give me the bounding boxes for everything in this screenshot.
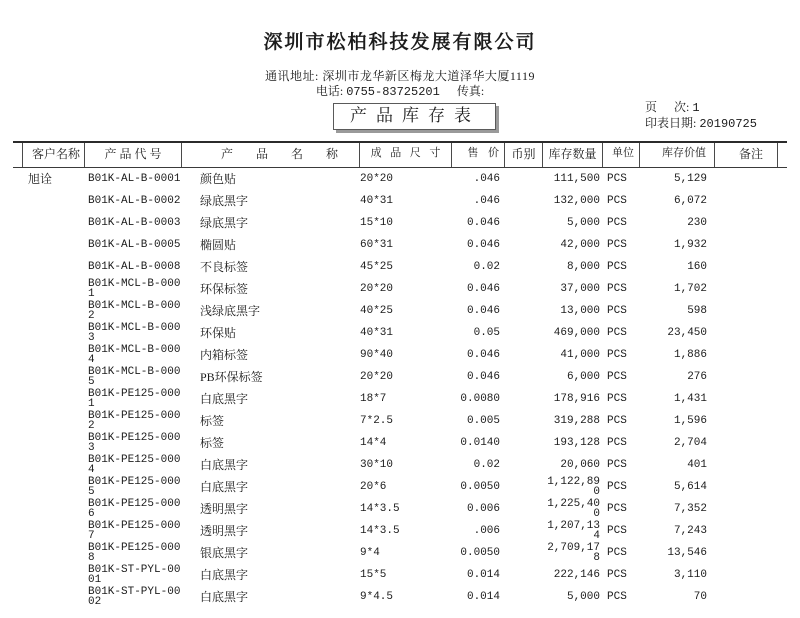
table-row [13, 344, 787, 366]
header-value: 库存价值 [640, 143, 715, 167]
cell-size: 30*10 [360, 459, 394, 471]
cell-currency [505, 432, 543, 454]
cell-size: 18*7 [360, 393, 387, 405]
title-row [0, 102, 800, 138]
print-date-value: 20190725 [699, 117, 757, 131]
cell-size: 40*31 [360, 327, 394, 339]
cell-unit: PCS [607, 569, 627, 581]
phone-label: 电话: [315, 84, 344, 98]
cell-qty [543, 454, 603, 476]
cell-code [85, 542, 182, 564]
cell-price: 0.006 [466, 503, 500, 515]
cell-price: 0.046 [466, 217, 500, 229]
page-number-value: 1 [692, 101, 700, 115]
table-row [13, 520, 787, 542]
cell-price: .046 [473, 195, 500, 207]
table-row [13, 454, 787, 476]
cell-size: 20*6 [360, 481, 387, 493]
cell-code [85, 234, 182, 256]
cell-remark [715, 234, 787, 256]
cell-currency [505, 388, 543, 410]
cell-size: 20*20 [360, 283, 394, 295]
cell-customer [13, 212, 85, 234]
cell-qty [543, 344, 603, 366]
cell-size: 14*3.5 [360, 525, 400, 537]
cell-size: 15*10 [360, 217, 394, 229]
header-code: 产 品 代 号 [85, 143, 182, 167]
table-row [13, 586, 787, 608]
cell-name: 标签 [200, 436, 225, 450]
cell-currency [505, 586, 543, 608]
cell-currency [505, 300, 543, 322]
cell-code [85, 432, 182, 454]
cell-remark [715, 476, 787, 498]
code-text: B01K-PE125-0001 [88, 387, 181, 410]
cell-price: 0.014 [466, 569, 500, 581]
inventory-table [13, 141, 787, 608]
cell-value: 3,110 [673, 569, 707, 581]
table-row [13, 278, 787, 300]
cell-qty [543, 542, 603, 564]
cell-name: 白底黑字 [200, 480, 249, 494]
cell-size: 20*20 [360, 371, 394, 383]
cell-customer [13, 454, 85, 476]
qty-text: 13,000 [560, 304, 600, 317]
table-row [13, 564, 787, 586]
cell-unit: PCS [607, 503, 627, 515]
table-row [13, 322, 787, 344]
page-number-label: 页 次: [645, 100, 690, 114]
cell-value: 1,886 [673, 349, 707, 361]
code-text: B01K-MCL-B-0004 [88, 343, 181, 366]
cell-price: 0.005 [466, 415, 500, 427]
cell-value: 276 [687, 371, 707, 383]
code-text: B01K-AL-B-0008 [88, 260, 181, 273]
cell-name: 椭圆贴 [200, 238, 237, 252]
code-text: B01K-AL-B-0001 [88, 172, 181, 185]
code-text: B01K-AL-B-0005 [88, 238, 181, 251]
cell-qty [543, 234, 603, 256]
cell-unit: PCS [607, 349, 627, 361]
cell-size: 40*25 [360, 305, 394, 317]
cell-currency [505, 476, 543, 498]
cell-price: 0.0050 [460, 481, 500, 493]
cell-remark [715, 344, 787, 366]
qty-text: 2,709,178 [547, 541, 600, 564]
cell-qty [543, 278, 603, 300]
cell-currency [505, 498, 543, 520]
code-text: B01K-PE125-0004 [88, 453, 181, 476]
code-text: B01K-PE125-0002 [88, 409, 181, 432]
qty-text: 222,146 [553, 568, 600, 581]
cell-code [85, 322, 182, 344]
cell-currency [505, 520, 543, 542]
cell-unit: PCS [607, 591, 627, 603]
cell-size: 20*20 [360, 173, 394, 185]
cell-customer [13, 476, 85, 498]
cell-qty [543, 586, 603, 608]
cell-qty [543, 322, 603, 344]
fax-label: 传真: [456, 84, 485, 98]
code-text: B01K-MCL-B-0001 [88, 277, 181, 300]
print-date-line [645, 116, 757, 132]
qty-text: 5,000 [566, 216, 600, 229]
cell-price: 0.05 [473, 327, 500, 339]
qty-text: 469,000 [553, 326, 600, 339]
header-qty: 库存数量 [543, 143, 603, 167]
cell-price: 0.014 [466, 591, 500, 603]
cell-price: .006 [473, 525, 500, 537]
cell-currency [505, 190, 543, 212]
cell-qty [543, 388, 603, 410]
cell-code [85, 586, 182, 608]
report-title-box [333, 103, 496, 130]
cell-currency [505, 366, 543, 388]
cell-name: 银底黑字 [200, 546, 249, 560]
cell-value: 160 [687, 261, 707, 273]
cell-currency [505, 256, 543, 278]
cell-name: 白底黑字 [200, 392, 249, 406]
cell-price: 0.046 [466, 305, 500, 317]
cell-price: .046 [473, 173, 500, 185]
cell-size: 40*31 [360, 195, 394, 207]
qty-text: 8,000 [566, 260, 600, 273]
cell-remark [715, 322, 787, 344]
phone-number: 0755-83725201 [346, 85, 440, 99]
cell-code [85, 190, 182, 212]
qty-text: 37,000 [560, 282, 600, 295]
cell-customer [13, 234, 85, 256]
cell-size: 60*31 [360, 239, 394, 251]
cell-name: 浅绿底黑字 [200, 304, 261, 318]
cell-unit: PCS [607, 437, 627, 449]
code-text: B01K-PE125-0008 [88, 541, 181, 564]
cell-code [85, 366, 182, 388]
cell-currency [505, 168, 543, 190]
cell-name: 绿底黑字 [200, 194, 249, 208]
qty-text: 193,128 [553, 436, 600, 449]
company-name: 深圳市松柏科技发展有限公司 [263, 32, 537, 53]
cell-price: 0.02 [473, 459, 500, 471]
cell-price: 0.046 [466, 349, 500, 361]
cell-code [85, 300, 182, 322]
cell-size: 7*2.5 [360, 415, 394, 427]
cell-remark [715, 190, 787, 212]
company-address: 通讯地址: 深圳市龙华新区梅龙大道泽华大厦1119 [265, 69, 535, 83]
cell-customer [13, 498, 85, 520]
table-row [13, 432, 787, 454]
cell-code [85, 278, 182, 300]
code-text: B01K-PE125-0007 [88, 519, 181, 542]
cell-code [85, 388, 182, 410]
cell-size: 9*4 [360, 547, 380, 559]
cell-value: 598 [687, 305, 707, 317]
cell-remark [715, 542, 787, 564]
qty-text: 1,207,134 [547, 519, 600, 542]
cell-name: 颜色贴 [200, 172, 237, 186]
cell-code [85, 256, 182, 278]
cell-size: 90*40 [360, 349, 394, 361]
header-currency: 币别 [505, 143, 543, 167]
cell-value: 1,431 [673, 393, 707, 405]
cell-currency [505, 542, 543, 564]
cell-qty [543, 432, 603, 454]
cell-size: 45*25 [360, 261, 394, 273]
cell-qty [543, 168, 603, 190]
cell-customer [13, 322, 85, 344]
table-row [13, 190, 787, 212]
company-phone-line [0, 84, 800, 100]
cell-customer [13, 344, 85, 366]
cell-qty [543, 498, 603, 520]
header-name: 产 品 名 称 [182, 143, 360, 167]
cell-value: 1,932 [673, 239, 707, 251]
table-header-row [13, 143, 787, 168]
table-row [13, 234, 787, 256]
cell-name: 透明黑字 [200, 502, 249, 516]
cell-customer [13, 432, 85, 454]
cell-remark [715, 212, 787, 234]
cell-value: 7,243 [673, 525, 707, 537]
qty-text: 178,916 [553, 392, 600, 405]
cell-customer [13, 190, 85, 212]
code-text: B01K-MCL-B-0002 [88, 299, 181, 322]
qty-text: 20,060 [560, 458, 600, 471]
cell-unit: PCS [607, 283, 627, 295]
cell-remark [715, 300, 787, 322]
cell-unit: PCS [607, 239, 627, 251]
code-text: B01K-MCL-B-0003 [88, 321, 181, 344]
cell-qty [543, 476, 603, 498]
cell-name: PB环保标签 [200, 370, 263, 384]
cell-remark [715, 366, 787, 388]
cell-price: 0.02 [473, 261, 500, 273]
cell-name: 白底黑字 [200, 590, 249, 604]
cell-customer [13, 410, 85, 432]
cell-remark [715, 278, 787, 300]
cell-size: 9*4.5 [360, 591, 394, 603]
cell-currency [505, 212, 543, 234]
cell-qty [543, 410, 603, 432]
cell-code [85, 212, 182, 234]
cell-customer [13, 586, 85, 608]
cell-qty [543, 366, 603, 388]
cell-value: 1,702 [673, 283, 707, 295]
header-size: 成 品 尺 寸 [360, 143, 452, 167]
cell-value: 13,546 [667, 547, 707, 559]
header-customer: 客户名称 [13, 143, 85, 167]
cell-qty [543, 564, 603, 586]
table-row [13, 300, 787, 322]
cell-unit: PCS [607, 459, 627, 471]
cell-name: 白底黑字 [200, 568, 249, 582]
cell-currency [505, 454, 543, 476]
cell-qty [543, 520, 603, 542]
cell-size: 14*4 [360, 437, 387, 449]
cell-remark [715, 410, 787, 432]
print-date-label: 印表日期: [645, 116, 697, 130]
cell-price: 0.0050 [460, 547, 500, 559]
cell-name: 绿底黑字 [200, 216, 249, 230]
cell-unit: PCS [607, 371, 627, 383]
cell-customer [13, 278, 85, 300]
cell-qty [543, 300, 603, 322]
qty-text: 1,225,400 [547, 497, 600, 520]
cell-unit: PCS [607, 393, 627, 405]
cell-code [85, 168, 182, 190]
report-title: 产品库存表 [350, 106, 480, 125]
table-row [13, 256, 787, 278]
cell-currency [505, 410, 543, 432]
cell-customer [13, 564, 85, 586]
cell-customer: 旭诠 [28, 172, 53, 186]
cell-unit: PCS [607, 481, 627, 493]
table-body [13, 168, 787, 608]
code-text: B01K-PE125-0003 [88, 431, 181, 454]
cell-customer [13, 520, 85, 542]
cell-remark [715, 432, 787, 454]
table-row [13, 476, 787, 498]
cell-unit: PCS [607, 305, 627, 317]
cell-remark [715, 586, 787, 608]
cell-remark [715, 168, 787, 190]
table-row [13, 542, 787, 564]
table-row [13, 498, 787, 520]
cell-remark [715, 388, 787, 410]
qty-text: 111,500 [553, 172, 600, 185]
cell-name: 环保标签 [200, 282, 249, 296]
cell-unit: PCS [607, 195, 627, 207]
cell-value: 5,129 [673, 173, 707, 185]
qty-text: 319,288 [553, 414, 600, 427]
cell-currency [505, 234, 543, 256]
cell-name: 白底黑字 [200, 458, 249, 472]
cell-value: 401 [687, 459, 707, 471]
cell-customer [13, 366, 85, 388]
cell-value: 2,704 [673, 437, 707, 449]
cell-currency [505, 322, 543, 344]
cell-unit: PCS [607, 415, 627, 427]
cell-price: 0.0140 [460, 437, 500, 449]
code-text: B01K-AL-B-0002 [88, 194, 181, 207]
cell-customer [13, 388, 85, 410]
code-text: B01K-PE125-0005 [88, 475, 181, 498]
cell-qty [543, 256, 603, 278]
cell-price: 0.046 [466, 283, 500, 295]
cell-code [85, 454, 182, 476]
cell-code [85, 476, 182, 498]
code-text: B01K-ST-PYL-0002 [88, 585, 181, 608]
code-text: B01K-ST-PYL-0001 [88, 563, 181, 586]
page-number-line [645, 100, 757, 116]
cell-currency [505, 344, 543, 366]
cell-size: 15*5 [360, 569, 387, 581]
qty-text: 1,122,890 [547, 475, 600, 498]
cell-name: 不良标签 [200, 260, 249, 274]
cell-remark [715, 498, 787, 520]
table-row [13, 366, 787, 388]
cell-price: 0.046 [466, 371, 500, 383]
cell-unit: PCS [607, 173, 627, 185]
qty-text: 41,000 [560, 348, 600, 361]
code-text: B01K-AL-B-0003 [88, 216, 181, 229]
qty-text: 5,000 [566, 590, 600, 603]
cell-code [85, 410, 182, 432]
code-text: B01K-MCL-B-0005 [88, 365, 181, 388]
cell-currency [505, 564, 543, 586]
qty-text: 132,000 [553, 194, 600, 207]
table-row [13, 168, 787, 190]
cell-value: 70 [693, 591, 707, 603]
cell-qty [543, 212, 603, 234]
qty-text: 42,000 [560, 238, 600, 251]
cell-code [85, 344, 182, 366]
code-text: B01K-PE125-0006 [88, 497, 181, 520]
cell-qty [543, 190, 603, 212]
cell-unit: PCS [607, 547, 627, 559]
page-info [645, 100, 757, 132]
cell-unit: PCS [607, 217, 627, 229]
header-unit: 单位 [603, 143, 640, 167]
cell-remark [715, 256, 787, 278]
cell-customer [13, 300, 85, 322]
cell-name: 透明黑字 [200, 524, 249, 538]
cell-value: 230 [687, 217, 707, 229]
cell-name: 内箱标签 [200, 348, 249, 362]
cell-unit: PCS [607, 261, 627, 273]
cell-currency [505, 278, 543, 300]
cell-remark [715, 564, 787, 586]
cell-remark [715, 520, 787, 542]
header-price: 售 价 [452, 143, 505, 167]
cell-customer [13, 542, 85, 564]
table-row [13, 388, 787, 410]
cell-value: 23,450 [667, 327, 707, 339]
cell-unit: PCS [607, 327, 627, 339]
cell-customer [13, 256, 85, 278]
cell-code [85, 520, 182, 542]
cell-remark [715, 454, 787, 476]
cell-name: 标签 [200, 414, 225, 428]
cell-value: 5,614 [673, 481, 707, 493]
cell-code [85, 564, 182, 586]
cell-value: 1,596 [673, 415, 707, 427]
cell-code [85, 498, 182, 520]
cell-unit: PCS [607, 525, 627, 537]
qty-text: 6,000 [566, 370, 600, 383]
cell-price: 0.0080 [460, 393, 500, 405]
cell-price: 0.046 [466, 239, 500, 251]
cell-value: 7,352 [673, 503, 707, 515]
cell-name: 环保贴 [200, 326, 237, 340]
header-remark: 备注 [738, 147, 763, 161]
cell-size: 14*3.5 [360, 503, 400, 515]
table-row [13, 410, 787, 432]
cell-value: 6,072 [673, 195, 707, 207]
table-row [13, 212, 787, 234]
